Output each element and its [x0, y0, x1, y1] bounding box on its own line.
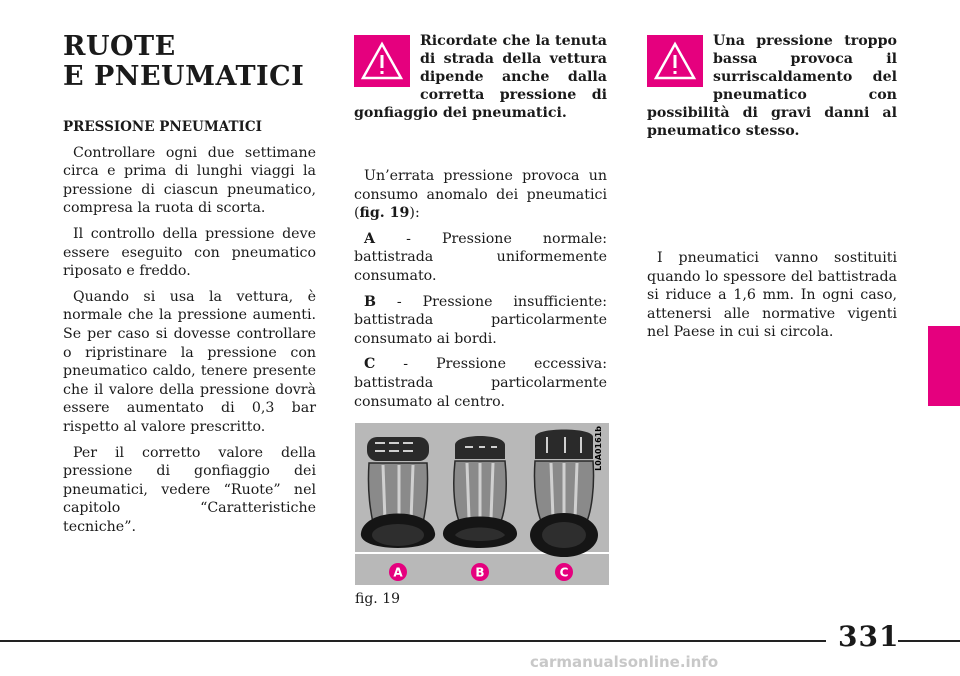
list-item	[354, 293, 607, 349]
warning-text: Una pressione troppo bassa provoca il surriscaldamento del pneumatico con possibilità di gravi danni al pneumatico stesso.	[647, 33, 897, 139]
tire-b-drawing	[443, 436, 517, 548]
figure-caption: fig. 19	[355, 591, 401, 607]
paragraph: Il controllo della pressione deve essere eseguito con pneumatico riposato e freddo.	[63, 225, 316, 280]
column-2	[354, 32, 607, 418]
tire-a-drawing	[361, 437, 435, 548]
label-b-badge	[471, 563, 489, 581]
figure-code: L0A0161b	[594, 426, 603, 471]
list-item	[354, 355, 607, 411]
title-line-2: E PNEUMATICI	[63, 61, 305, 92]
warning-text: Ricordate che la tenuta di strada della vettura dipende anche dalla corretta pressione di gonfiaggio dei pneumatici.	[354, 33, 607, 121]
footer-rule-left	[0, 640, 826, 642]
figure-reference: fig. 19	[359, 205, 410, 222]
warning-icon	[354, 35, 410, 87]
label-a-badge	[389, 563, 407, 581]
section-subtitle: PRESSIONE PNEUMATICI	[63, 119, 262, 135]
item-letter: A	[364, 230, 376, 247]
tire-c-drawing	[530, 430, 598, 558]
tire-wear-figure	[355, 423, 609, 585]
title-line-1: RUOTE	[63, 31, 176, 62]
intro-text-end: ):	[409, 205, 420, 222]
label-c: C	[559, 565, 569, 580]
item-text: - Pressione eccessiva: battistrada particolarmente consumato al centro.	[354, 356, 607, 410]
item-letter: C	[364, 356, 376, 373]
column-1	[63, 32, 316, 543]
warning-icon	[647, 35, 703, 87]
intro-paragraph	[354, 167, 607, 223]
label-c-badge	[555, 563, 573, 581]
item-text: - Pressione normale: battistrada uniformemente consumato.	[354, 230, 607, 284]
chapter-tab	[928, 326, 960, 406]
label-b: B	[475, 565, 485, 580]
footer-rule-right	[898, 640, 960, 642]
page-number: 331	[838, 620, 900, 653]
paragraph: Per il corretto valore della pressione di gonfiaggio dei pneumatici, vedere “Ruote” nel capitolo “Caratteristiche tecniche”.	[63, 444, 316, 535]
paragraph: Controllare ogni due settimane circa e prima di lunghi viaggi la pressione di ciascun pneumatico, compresa la ruota di scorta.	[63, 144, 316, 217]
intro-text: Un’errata pressione provoca un consumo anomalo dei pneumatici (	[354, 168, 607, 222]
item-letter: B	[364, 293, 376, 310]
page-title	[63, 32, 316, 92]
label-a: A	[393, 565, 403, 580]
watermark: carmanualsonline.info	[530, 653, 719, 671]
list-item	[354, 230, 607, 286]
paragraph: I pneumatici vanno sostituiti quando lo spessore del battistrada si riduce a 1,6 mm. In ogni caso, attenersi alle normative vigenti nel Paese in cui si circola.	[647, 250, 897, 341]
item-text: - Pressione insufficiente: battistrada particolarmente consumato ai bordi.	[354, 293, 607, 347]
column-3	[647, 32, 897, 349]
paragraph: Quando si usa la vettura, è normale che la pressione aumenti. Se per caso si dovesse controllare o ripristinare la pressione con pneumatico caldo, tenere presente che il valore della pressione dovrà essere aumentato di 0,3 bar rispetto al valore prescritto.	[63, 288, 316, 435]
